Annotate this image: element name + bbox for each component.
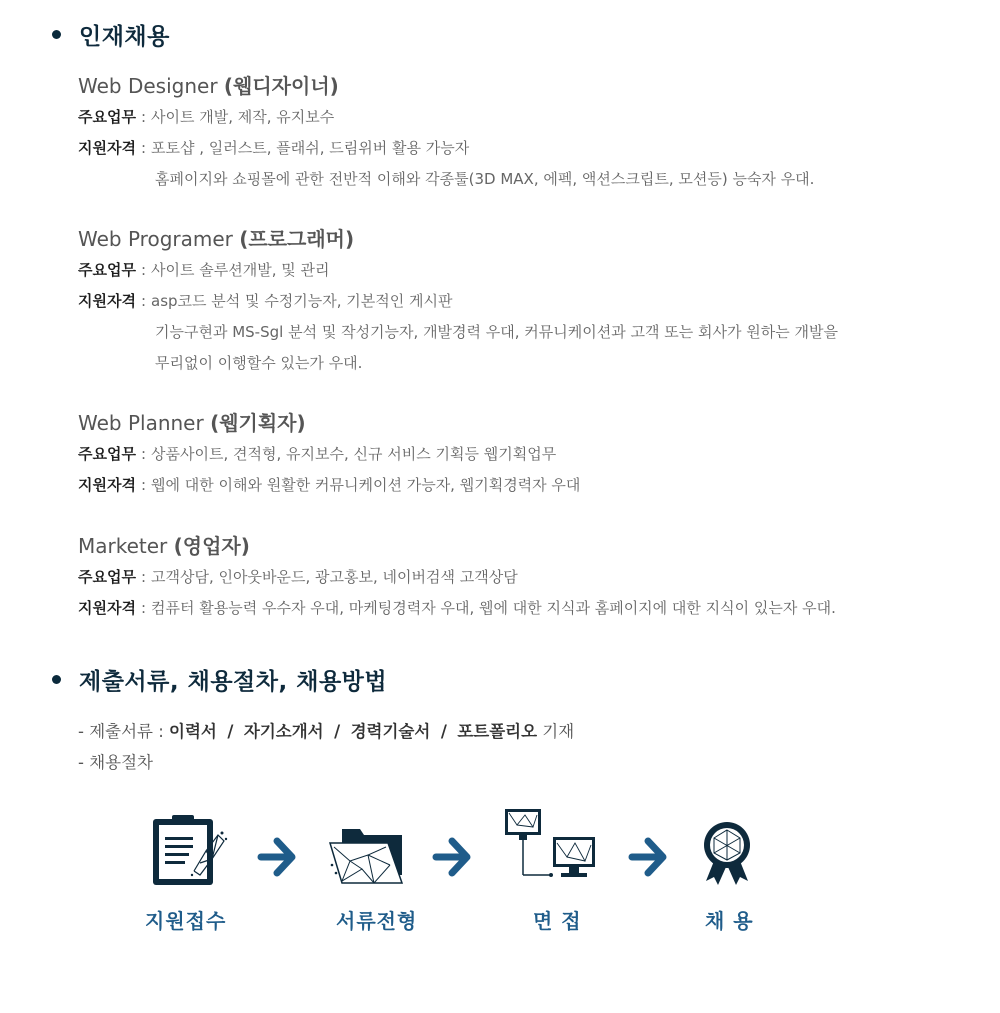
duty-label: 주요업무 [78, 108, 136, 126]
doc-sep: / [227, 722, 234, 741]
job-web-programer [78, 224, 978, 379]
arrow-right-icon [430, 835, 472, 883]
section-title: 인재채용 [79, 24, 170, 50]
job-title-kr: (프로그래머) [239, 227, 355, 251]
job-title [78, 224, 978, 255]
award-badge-icon [700, 821, 754, 891]
job-title-en: Web Planner [78, 411, 204, 435]
step-label: 면 접 [533, 909, 582, 933]
job-web-planner [78, 408, 978, 501]
qual-label: 지원자격 [78, 476, 136, 494]
step-label: 지원접수 [145, 909, 227, 933]
qual-value: 웹에 대한 이해와 원활한 커뮤니케이션 가능자, 웹기획경력자 우대 [151, 476, 581, 494]
job-title-en: Marketer [78, 534, 168, 558]
monitors-icon [503, 805, 599, 889]
job-title [78, 408, 978, 439]
job-web-designer [78, 71, 978, 195]
job-title [78, 71, 978, 102]
qual-continued: 홈페이지와 쇼핑몰에 관한 전반적 이해와 각종툴(3D MAX, 에펙, 액션스크립트, 모션등) 능숙자 우대. [155, 170, 815, 188]
qual-continued: 기능구현과 MS-Sgl 분석 및 작성기능자, 개발경력 우대, 커뮤니케이션과 고객 또는 회사가 원하는 개발을 [155, 323, 838, 341]
job-title [78, 531, 978, 562]
job-title-en: Web Programer [78, 227, 233, 251]
step-label: 서류전형 [336, 909, 418, 933]
duty-row: 주요업무 : 사이트 개발, 제작, 유지보수 [78, 102, 978, 133]
arrow-right-icon [626, 835, 668, 883]
job-marketer [78, 531, 978, 624]
section-title: 제출서류, 채용절차, 채용방법 [79, 669, 388, 695]
duty-value: 사이트 개발, 제작, 유지보수 [151, 108, 335, 126]
bullet-icon [52, 675, 61, 684]
doc-item: 경력기술서 [350, 722, 431, 741]
hiring-process [0, 805, 1000, 955]
qual-label: 지원자격 [78, 139, 136, 157]
duty-label: 주요업무 [78, 261, 136, 279]
doc-sep: / [440, 722, 447, 741]
duty-value: 사이트 솔루션개발, 및 관리 [151, 261, 330, 279]
qual-label: 지원자격 [78, 292, 136, 310]
duty-label: 주요업무 [78, 445, 136, 463]
folder-icon [328, 825, 408, 891]
doc-item: 자기소개서 [243, 722, 324, 741]
qual-continued: 무리없이 이행할수 있는가 우대. [155, 354, 363, 372]
qual-label: 지원자격 [78, 599, 136, 617]
clipboard-icon [150, 813, 230, 891]
qual-row: 지원자격 : 포토샵 , 일러스트, 플래쉬, 드림위버 활용 가능자 [78, 133, 978, 164]
doc-item: 이력서 [169, 722, 217, 741]
docs-prefix: - 제출서류 : [78, 722, 164, 741]
job-title-kr: (웹기획자) [210, 411, 306, 435]
step-label: 채 용 [705, 909, 754, 933]
bullet-icon [52, 30, 61, 39]
duty-value: 상품사이트, 견적형, 유지보수, 신규 서비스 기획등 웹기획업무 [151, 445, 557, 463]
section-heading-docs [52, 663, 387, 696]
arrow-right-icon [255, 835, 297, 883]
docs-required-line [78, 716, 574, 747]
duty-row: 주요업무 : 사이트 솔루션개발, 및 관리 [78, 255, 978, 286]
qual-value: 컴퓨터 활용능력 우수자 우대, 마케팅경력자 우대, 웹에 대한 지식과 홈페이지에 대한 지식이 있는자 우대. [151, 599, 836, 617]
job-title-kr: (웹디자이너) [223, 74, 339, 98]
qual-row: 지원자격 : asp코드 분석 및 수정기능자, 기본적인 게시판 [78, 286, 978, 317]
qual-value: asp코드 분석 및 수정기능자, 기본적인 게시판 [151, 292, 453, 310]
job-title-en: Web Designer [78, 74, 218, 98]
duty-row: 주요업무 : 고객상담, 인아웃바운드, 광고홍보, 네이버검색 고객상담 [78, 562, 978, 593]
section-heading-recruit [52, 18, 170, 51]
duty-value: 고객상담, 인아웃바운드, 광고홍보, 네이버검색 고객상담 [151, 568, 518, 586]
docs-suffix: 기재 [542, 722, 575, 741]
doc-sep: / [334, 722, 341, 741]
qual-row: 지원자격 : 컴퓨터 활용능력 우수자 우대, 마케팅경력자 우대, 웹에 대한 지식과 홈페이지에 대한 지식이 있는자 우대. [78, 593, 978, 624]
doc-item: 포트폴리오 [457, 722, 538, 741]
duty-label: 주요업무 [78, 568, 136, 586]
job-title-kr: (영업자) [173, 534, 250, 558]
qual-row: 지원자격 : 웹에 대한 이해와 원활한 커뮤니케이션 가능자, 웹기획경력자 우대 [78, 470, 978, 501]
qual-value: 포토샵 , 일러스트, 플래쉬, 드림위버 활용 가능자 [151, 139, 470, 157]
process-label: - 채용절차 [78, 753, 153, 772]
duty-row: 주요업무 : 상품사이트, 견적형, 유지보수, 신규 서비스 기획등 웹기획업무 [78, 439, 978, 470]
